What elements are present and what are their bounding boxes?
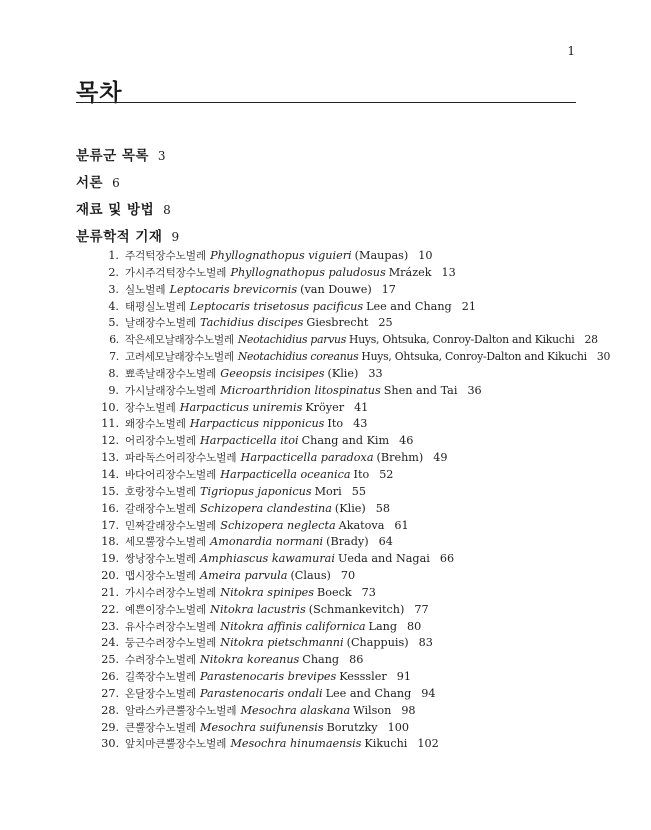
section-list [76, 144, 576, 252]
entry-number: 7. [109, 350, 119, 364]
species-entry-list [96, 248, 611, 753]
scientific-name: Leptocaris trisetosus pacificus [189, 299, 364, 313]
scientific-name: Mesochra suifunensis [200, 720, 324, 734]
author: Mrázek [388, 265, 432, 279]
author: Wilson [353, 703, 392, 717]
entry-number: 9. [108, 383, 119, 397]
entry-number: 13. [101, 451, 119, 465]
entry-number: 3. [108, 282, 119, 296]
scientific-name: Phyllognathopus viguieri [210, 249, 352, 262]
scientific-name: Mesochra hinumaensis [230, 737, 362, 751]
author: Kikuchi [364, 737, 408, 751]
scientific-name: Harpacticella oceanica [220, 467, 351, 481]
korean-name: 가시수려장수노벌레 [125, 586, 217, 599]
scientific-name: Nitokra lacustris [210, 602, 306, 616]
entry-number: 22. [101, 602, 119, 616]
toc-entry [96, 703, 576, 720]
scientific-name: Neotachidius coreanus [237, 350, 359, 364]
entry-page: 49 [433, 451, 448, 465]
korean-name: 갈래장수노벌레 [125, 502, 197, 515]
scientific-name: Leptocaris brevicornis [169, 282, 298, 296]
korean-name: 온달장수노벌레 [125, 687, 197, 700]
entry-page: 36 [467, 383, 482, 397]
author: Boeck [317, 585, 352, 599]
entry-page: 17 [381, 282, 396, 296]
entry-number: 11. [101, 417, 119, 431]
korean-name: 날래장수노벌레 [125, 317, 197, 330]
entry-page: 21 [461, 299, 476, 313]
entry-number: 30. [101, 737, 119, 751]
toc-entry [96, 467, 576, 484]
toc-entry [96, 635, 576, 652]
author: (Maupas) [354, 249, 409, 262]
entry-page: 55 [351, 484, 366, 498]
korean-name: 주걱턱장수노벌레 [125, 250, 207, 262]
entry-page: 102 [417, 737, 439, 751]
entry-number: 17. [101, 518, 119, 532]
toc-entry [96, 416, 576, 433]
scientific-name: Parastenocaris brevipes [200, 670, 337, 684]
section-page: 9 [171, 230, 180, 244]
korean-name: 앞치마큰뿔장수노벌레 [125, 738, 227, 751]
korean-name: 민짜갈래장수노벌레 [125, 519, 217, 532]
toc-entry [96, 568, 576, 585]
korean-name: 가시주걱턱장수노벌레 [125, 266, 227, 279]
toc-entry [96, 366, 576, 383]
author: (Klie) [327, 366, 359, 380]
korean-name: 장수노벌레 [125, 401, 176, 414]
entry-number: 18. [101, 535, 119, 549]
scientific-name: Harpacticus uniremis [179, 400, 303, 414]
author: Chang [302, 653, 340, 667]
entry-number: 14. [101, 467, 119, 481]
author: (Schmankevitch) [308, 602, 405, 616]
korean-name: 고려세모날래장수노벌레 [125, 351, 234, 364]
page-title: 목차 [76, 79, 123, 106]
heading-divider [76, 102, 576, 103]
scientific-name: Harpacticella itoi [200, 434, 299, 448]
entry-number: 12. [101, 434, 119, 448]
toc-entry [96, 669, 576, 686]
korean-name: 파라독스어리장수노벌레 [125, 452, 237, 465]
korean-name: 수려장수노벌레 [125, 654, 197, 667]
entry-number: 5. [108, 316, 119, 330]
toc-entry [96, 534, 576, 551]
entry-page: 100 [387, 720, 409, 734]
section-title: 서론 [76, 175, 104, 191]
author: Ueda and Nagai [337, 552, 430, 566]
author: Kröyer [305, 400, 345, 414]
entry-page: 94 [421, 686, 436, 700]
toc-entry [96, 332, 598, 349]
entry-page: 13 [441, 265, 456, 279]
author: Mori [314, 484, 342, 498]
scientific-name: Ameira parvula [200, 569, 288, 583]
entry-page: 43 [353, 417, 368, 431]
entry-number: 1. [108, 249, 119, 262]
entry-number: 4. [108, 299, 119, 313]
korean-name: 가시날래장수노벌레 [125, 384, 217, 397]
scientific-name: Parastenocaris ondali [200, 686, 323, 700]
author: (Chappuis) [346, 636, 409, 650]
entry-number: 16. [101, 501, 119, 515]
entry-number: 26. [101, 670, 119, 684]
author: (Claus) [290, 569, 331, 583]
author: Giesbrecht [306, 316, 369, 330]
toc-entry [96, 450, 576, 467]
entry-page: 83 [418, 636, 433, 650]
scientific-name: Schizopera clandestina [200, 501, 332, 515]
toc-section [76, 198, 576, 225]
scientific-name: Harpacticella paradoxa [240, 451, 374, 465]
author: Lee and Chang [366, 299, 452, 313]
entry-page: 46 [399, 434, 414, 448]
section-page: 8 [163, 203, 171, 217]
entry-page: 58 [375, 501, 391, 515]
toc-section [76, 171, 576, 198]
scientific-name: Nitokra spinipes [220, 585, 315, 599]
scientific-name: Schizopera neglecta [220, 518, 336, 532]
korean-name: 맵시장수노벌레 [125, 570, 197, 583]
section-title: 재료 및 방법 [76, 202, 155, 218]
toc-entry [96, 265, 576, 282]
korean-name: 어리장수노벌레 [125, 435, 197, 448]
korean-name: 왜장수노벌레 [125, 418, 186, 431]
author: (Brehm) [376, 451, 424, 465]
entry-page: 73 [361, 585, 376, 599]
toc-entry [96, 299, 576, 316]
korean-name: 세모뿔장수노벌레 [125, 536, 207, 549]
entry-number: 28. [101, 703, 119, 717]
scientific-name: Tachidius discipes [200, 316, 304, 330]
entry-page: 98 [401, 703, 416, 717]
scientific-name: Nitokra affinis californica [220, 619, 366, 633]
entry-number: 8. [108, 366, 119, 380]
entry-page: 86 [349, 653, 364, 667]
scientific-name: Phyllognathopus paludosus [230, 265, 386, 279]
toc-entry [96, 652, 576, 669]
entry-page: 30 [596, 350, 611, 364]
entry-number: 2. [108, 265, 119, 279]
korean-name: 작은세모날래장수노벌레 [125, 334, 234, 347]
entry-page: 41 [354, 400, 369, 414]
entry-page: 91 [396, 670, 411, 684]
entry-page: 80 [407, 619, 422, 633]
entry-number: 24. [101, 636, 119, 650]
korean-name: 실노벌레 [125, 283, 166, 296]
toc-entry [96, 501, 576, 518]
entry-number: 20. [101, 569, 119, 583]
korean-name: 유사수려장수노벌레 [125, 620, 217, 633]
korean-name: 태평실노벌레 [125, 300, 186, 313]
entry-page: 10 [418, 249, 433, 262]
entry-page: 64 [378, 535, 393, 549]
section-title: 분류군 목록 [76, 148, 149, 164]
toc-entry [96, 484, 576, 501]
section-page: 3 [157, 149, 166, 163]
author: Ito [327, 417, 344, 431]
korean-name: 알라스카큰뿔장수노벌레 [125, 704, 237, 717]
toc-entry [96, 686, 576, 703]
entry-number: 15. [101, 484, 119, 498]
entry-number: 23. [101, 619, 119, 633]
author: (Klie) [334, 501, 366, 515]
entry-page: 33 [368, 366, 383, 380]
entry-number: 10. [101, 400, 119, 414]
entry-page: 70 [340, 569, 356, 583]
korean-name: 호랑장수노벌레 [125, 485, 197, 498]
toc-entry [96, 315, 576, 332]
toc-entry [96, 585, 576, 602]
scientific-name: Nitokra pietschmanni [220, 636, 344, 650]
entry-number: 29. [101, 720, 119, 734]
entry-number: 19. [101, 552, 119, 566]
korean-name: 뾰족날래장수노벌레 [125, 367, 217, 380]
author: (van Douwe) [300, 282, 372, 296]
korean-name: 길쭉장수노벌레 [125, 671, 197, 684]
entry-page: 28 [584, 333, 598, 347]
toc-entry [96, 720, 576, 737]
scientific-name: Nitokra koreanus [200, 653, 300, 667]
toc-entry [96, 736, 576, 753]
scientific-name: Amonardia normani [210, 535, 324, 549]
author: Borutzky [326, 720, 378, 734]
toc-entry [96, 400, 576, 417]
scientific-name: Amphiascus kawamurai [200, 552, 335, 566]
scientific-name: Tigriopus japonicus [200, 484, 312, 498]
author: Akatova [338, 518, 385, 532]
entry-number: 27. [101, 686, 119, 700]
author: (Brady) [326, 535, 369, 549]
scientific-name: Microarthridion litospinatus [220, 383, 381, 397]
entry-number: 25. [101, 653, 119, 667]
entry-page: 25 [378, 316, 393, 330]
author: Lee and Chang [325, 686, 412, 700]
korean-name: 쌍낭장수노벌레 [125, 553, 197, 566]
entry-number: 21. [101, 585, 119, 599]
section-page: 6 [112, 176, 120, 190]
scientific-name: Geeopsis incisipes [220, 366, 325, 380]
entry-page: 77 [414, 602, 429, 616]
korean-name: 큰뿔장수노벌레 [125, 721, 197, 734]
author: Ito [353, 467, 370, 481]
author: Shen and Tai [383, 383, 458, 397]
toc-entry [96, 551, 576, 568]
author: Kesssler [339, 670, 387, 684]
toc-section [76, 144, 576, 171]
toc-entry [96, 433, 576, 450]
korean-name: 둥근수려장수노벌레 [125, 637, 217, 650]
toc-entry [96, 349, 611, 366]
entry-number: 6. [109, 333, 119, 347]
author: Huys, Ohtsuka, Conroy-Dalton and Kikuchi [361, 350, 587, 364]
scientific-name: Mesochra alaskana [240, 703, 351, 717]
entry-page: 66 [439, 552, 455, 566]
toc-entry [96, 602, 576, 619]
toc-entry [96, 282, 576, 299]
author: Huys, Ohtsuka, Conroy-Dalton and Kikuchi [349, 333, 575, 347]
korean-name: 예쁜이장수노벌레 [125, 603, 207, 616]
entry-page: 52 [379, 467, 394, 481]
entry-page: 61 [394, 518, 409, 532]
author: Lang [368, 619, 398, 633]
page-number: 1 [567, 44, 575, 58]
scientific-name: Harpacticus nipponicus [189, 417, 325, 431]
section-title: 분류학적 기재 [76, 229, 163, 245]
toc-entry [96, 619, 576, 636]
korean-name: 바다어리장수노벌레 [125, 468, 217, 481]
toc-entry [96, 383, 576, 400]
author: Chang and Kim [301, 434, 390, 448]
toc-entry [96, 518, 576, 535]
toc-entry [96, 248, 576, 265]
scientific-name: Neotachidius parvus [237, 333, 347, 347]
